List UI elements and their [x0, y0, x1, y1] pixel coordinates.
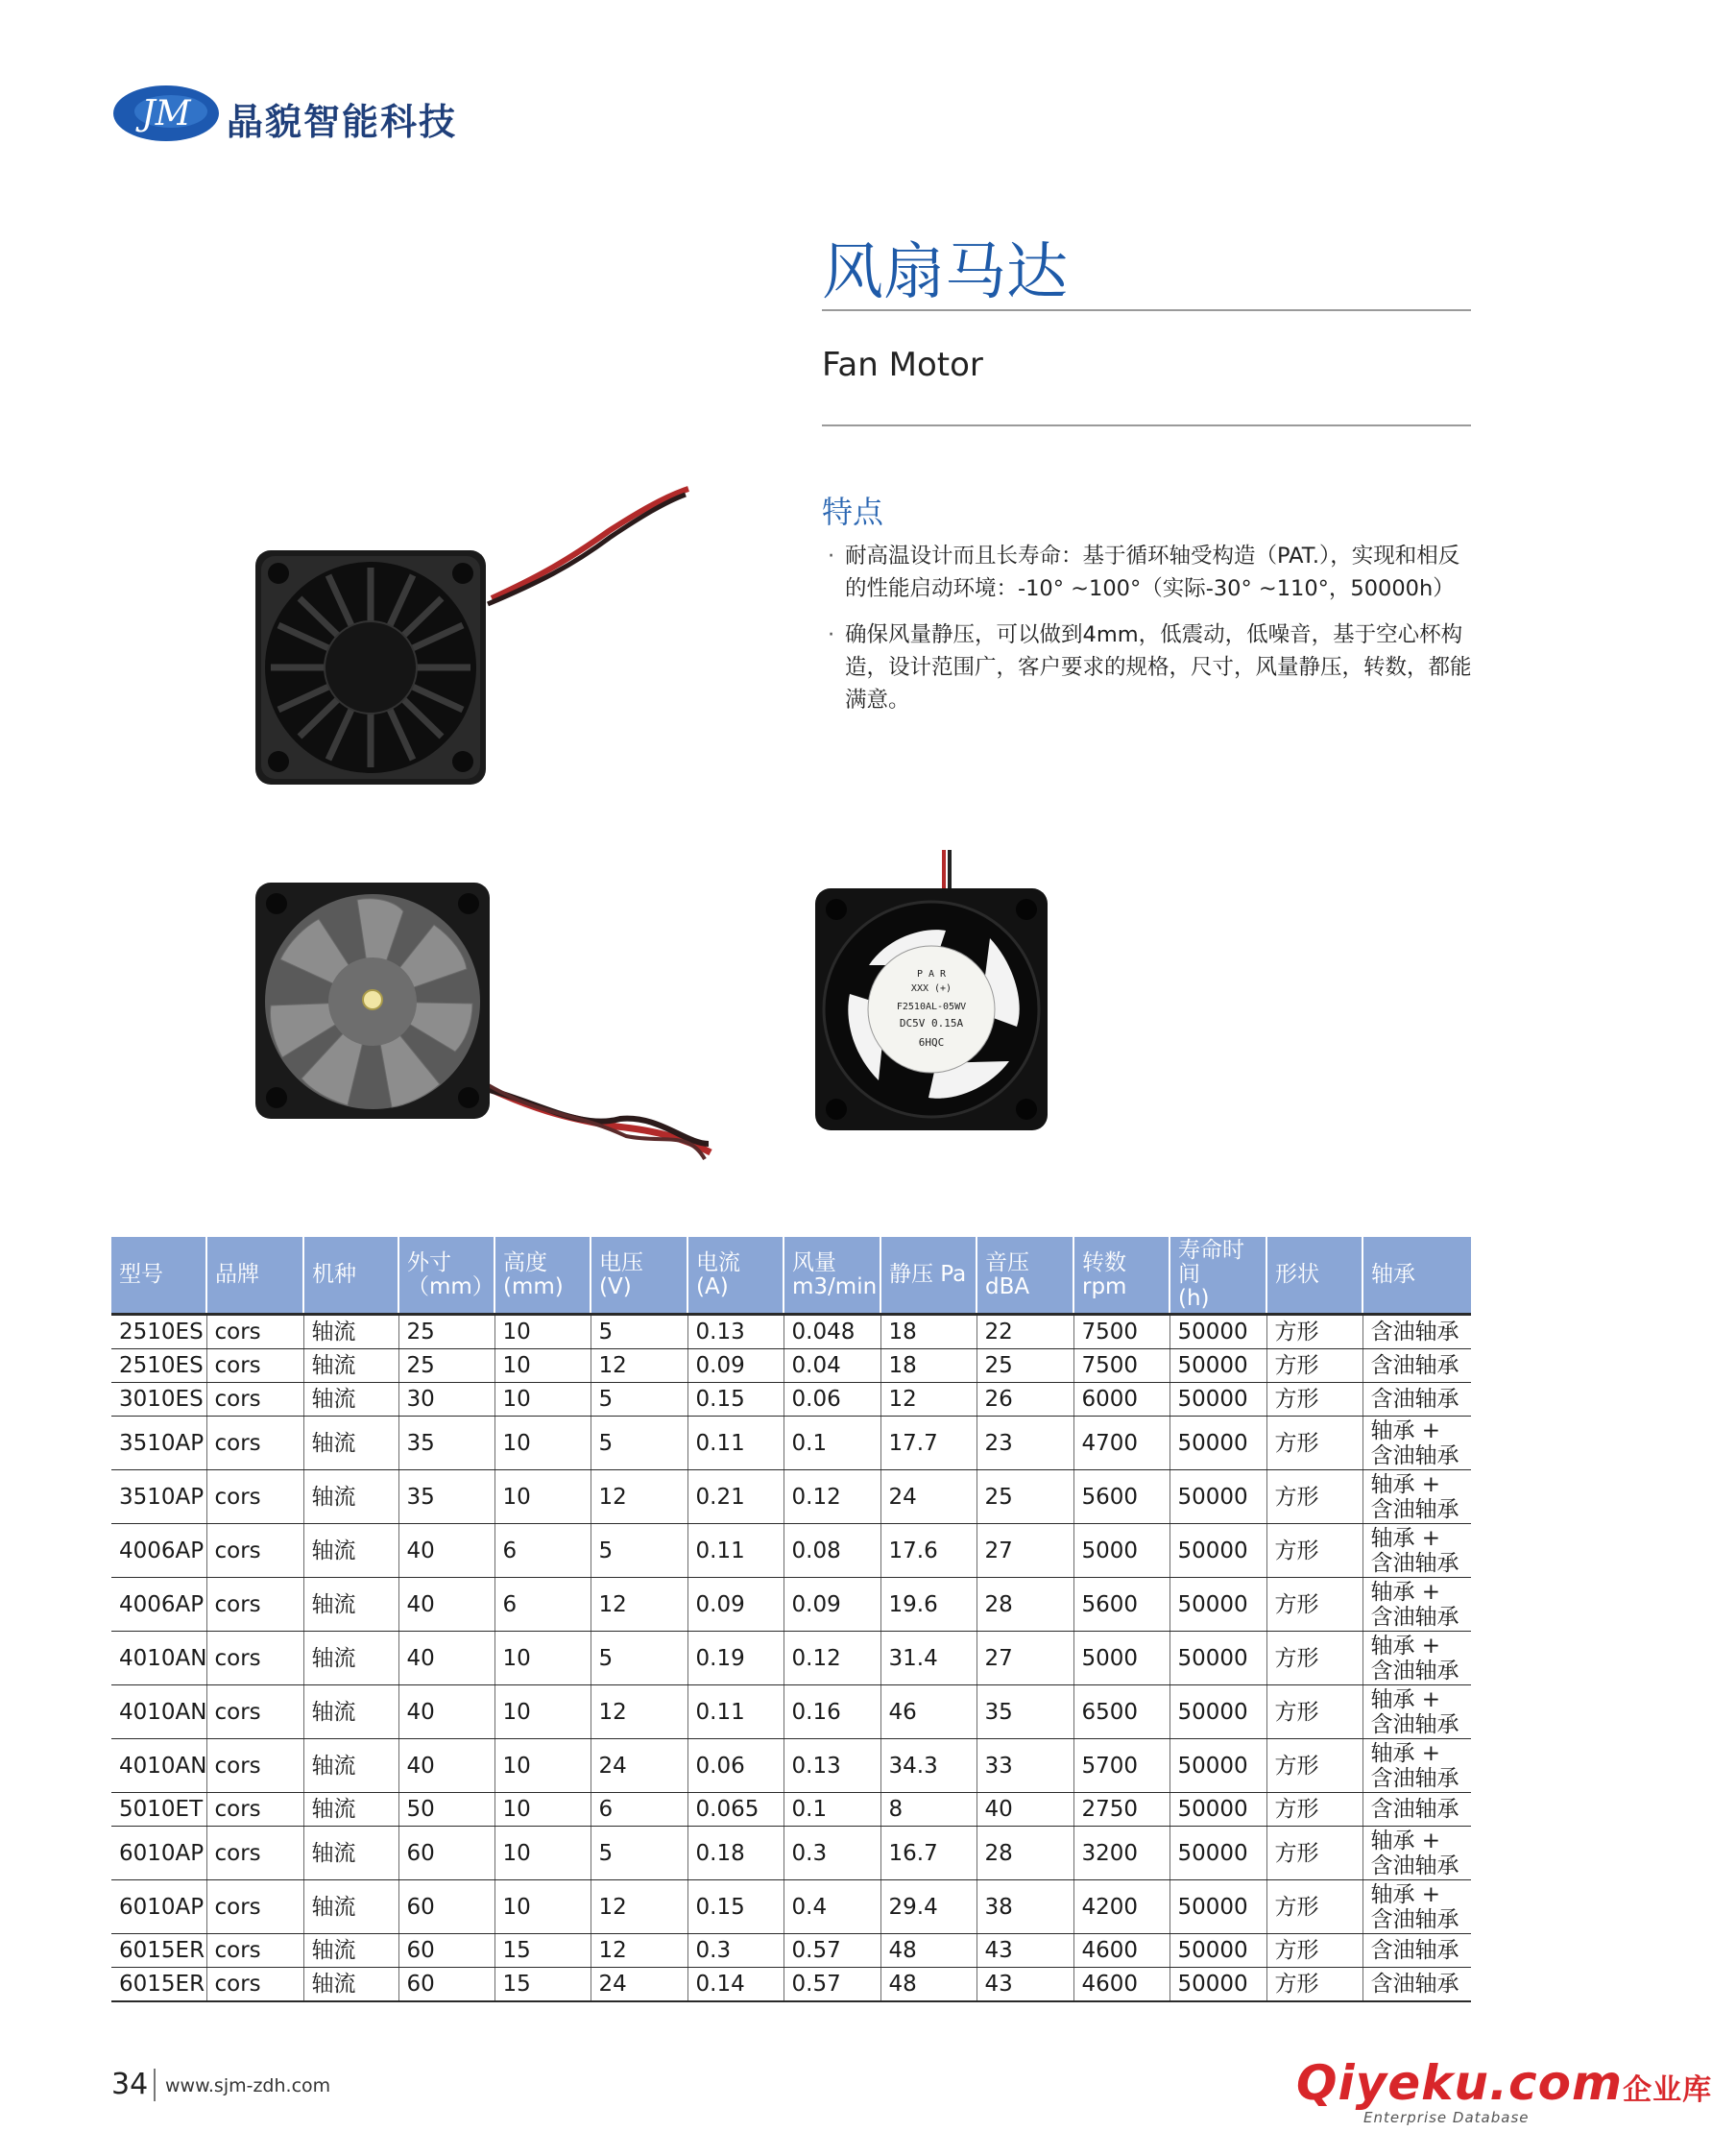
table-cell: 4600: [1073, 1934, 1169, 1968]
table-cell: 6500: [1073, 1685, 1169, 1739]
table-cell: 方形: [1266, 1417, 1362, 1470]
table-cell: 轴流: [303, 1739, 398, 1793]
table-cell: 轴承 + 含油轴承: [1362, 1827, 1471, 1880]
table-cell: 60: [398, 1934, 494, 1968]
table-cell: 方形: [1266, 1739, 1362, 1793]
title-divider: [822, 309, 1471, 311]
page-number: 34: [111, 2068, 149, 2101]
table-cell: 0.1: [784, 1417, 880, 1470]
column-header: 寿命时间 (h): [1169, 1237, 1266, 1315]
table-cell: 方形: [1266, 1470, 1362, 1524]
table-cell: 0.15: [687, 1880, 784, 1934]
table-cell: cors: [206, 1524, 303, 1578]
table-cell: 50000: [1169, 1934, 1266, 1968]
table-cell: 方形: [1266, 1632, 1362, 1685]
table-cell: 轴流: [303, 1524, 398, 1578]
table-cell: 18: [880, 1315, 977, 1349]
table-cell: 5: [591, 1632, 687, 1685]
table-cell: 4006AP: [111, 1524, 206, 1578]
table-cell: 29.4: [880, 1880, 977, 1934]
table-cell: 24: [880, 1470, 977, 1524]
table-cell: 50000: [1169, 1417, 1266, 1470]
table-cell: 50000: [1169, 1349, 1266, 1383]
table-cell: 12: [591, 1349, 687, 1383]
table-cell: 43: [977, 1934, 1073, 1968]
table-cell: 6010AP: [111, 1880, 206, 1934]
column-header: 机种: [303, 1237, 398, 1315]
feature-item: [828, 540, 1481, 605]
table-cell: 含油轴承: [1362, 1934, 1471, 1968]
table-cell: 27: [977, 1632, 1073, 1685]
table-cell: 50: [398, 1793, 494, 1827]
table-cell: cors: [206, 1934, 303, 1968]
table-cell: 0.3: [784, 1827, 880, 1880]
table-cell: 50000: [1169, 1632, 1266, 1685]
table-cell: 含油轴承: [1362, 1349, 1471, 1383]
table-cell: 10: [494, 1470, 591, 1524]
table-cell: 0.18: [687, 1827, 784, 1880]
table-cell: 轴流: [303, 1934, 398, 1968]
table-cell: 轴流: [303, 1880, 398, 1934]
table-cell: cors: [206, 1793, 303, 1827]
table-cell: cors: [206, 1383, 303, 1417]
table-cell: 12: [591, 1470, 687, 1524]
table-cell: 60: [398, 1968, 494, 2002]
table-cell: 0.065: [687, 1793, 784, 1827]
label-line: P A R: [916, 969, 947, 980]
table-cell: 35: [398, 1470, 494, 1524]
table-cell: 4010AN: [111, 1739, 206, 1793]
table-cell: 10: [494, 1739, 591, 1793]
table-cell: 2510ES: [111, 1315, 206, 1349]
table-cell: 0.04: [784, 1349, 880, 1383]
table-cell: 12: [591, 1880, 687, 1934]
table-cell: 50000: [1169, 1793, 1266, 1827]
table-cell: 33: [977, 1739, 1073, 1793]
table-cell: 0.08: [784, 1524, 880, 1578]
table-cell: 6015ER: [111, 1934, 206, 1968]
table-cell: 6: [494, 1524, 591, 1578]
table-row: [111, 1739, 1471, 1793]
table-cell: 50000: [1169, 1578, 1266, 1632]
table-cell: 方形: [1266, 1349, 1362, 1383]
table-cell: 0.57: [784, 1934, 880, 1968]
table-cell: 50000: [1169, 1315, 1266, 1349]
table-cell: 40: [398, 1578, 494, 1632]
column-header: 高度 (mm): [494, 1237, 591, 1315]
table-cell: 60: [398, 1880, 494, 1934]
table-cell: 轴流: [303, 1968, 398, 2002]
table-row: [111, 1968, 1471, 2002]
table-cell: 22: [977, 1315, 1073, 1349]
table-cell: 5: [591, 1315, 687, 1349]
table-cell: 16.7: [880, 1827, 977, 1880]
table-cell: 轴流: [303, 1793, 398, 1827]
table-cell: 50000: [1169, 1685, 1266, 1739]
table-cell: 10: [494, 1383, 591, 1417]
table-cell: cors: [206, 1685, 303, 1739]
table-cell: 12: [591, 1934, 687, 1968]
table-cell: 方形: [1266, 1934, 1362, 1968]
table-cell: 35: [977, 1685, 1073, 1739]
table-cell: 25: [398, 1315, 494, 1349]
feature-text: 耐高温设计而且长寿命：基于循环轴受构造（PAT.），实现和相反的性能启动环境：-10° ~100°（实际-30° ~110°，50000h）: [845, 544, 1460, 601]
table-cell: 轴承 + 含油轴承: [1362, 1417, 1471, 1470]
table-row: [111, 1315, 1471, 1349]
table-cell: 10: [494, 1685, 591, 1739]
fan-label-photo: [811, 850, 1051, 1133]
table-cell: 25: [977, 1470, 1073, 1524]
table-cell: cors: [206, 1739, 303, 1793]
table-row: [111, 1632, 1471, 1685]
table-header-row: [111, 1237, 1471, 1315]
table-cell: 17.6: [880, 1524, 977, 1578]
logo-mark-text: JM: [141, 94, 191, 133]
table-cell: 3010ES: [111, 1383, 206, 1417]
fan-front-photo: [252, 485, 693, 792]
table-cell: 2510ES: [111, 1349, 206, 1383]
feature-item: [828, 618, 1481, 716]
table-cell: 3510AP: [111, 1470, 206, 1524]
table-cell: 0.4: [784, 1880, 880, 1934]
table-cell: 含油轴承: [1362, 1793, 1471, 1827]
table-cell: 0.13: [687, 1315, 784, 1349]
table-cell: 43: [977, 1968, 1073, 2002]
feature-text: 确保风量静压，可以做到4mm，低震动，低噪音，基于空心杯构造，设计范围广，客户要求的规格，尺寸，风量静压，转数，都能满意。: [845, 622, 1472, 713]
table-cell: 0.06: [784, 1383, 880, 1417]
table-cell: 7500: [1073, 1315, 1169, 1349]
website-link[interactable]: www.sjm-zdh.com: [165, 2075, 331, 2096]
table-cell: 30: [398, 1383, 494, 1417]
table-cell: 方形: [1266, 1315, 1362, 1349]
column-header: 品牌: [206, 1237, 303, 1315]
table-cell: 3510AP: [111, 1417, 206, 1470]
table-cell: 24: [591, 1968, 687, 2002]
table-cell: 10: [494, 1793, 591, 1827]
spec-table: [111, 1237, 1471, 2002]
column-header: 形状: [1266, 1237, 1362, 1315]
table-cell: 0.3: [687, 1934, 784, 1968]
watermark-brand: Qiyeku.com: [1296, 2055, 1624, 2111]
table-cell: 6: [494, 1578, 591, 1632]
column-header: 静压 Pa: [880, 1237, 977, 1315]
table-cell: 5600: [1073, 1470, 1169, 1524]
table-cell: 轴承 + 含油轴承: [1362, 1578, 1471, 1632]
table-row: [111, 1827, 1471, 1880]
table-cell: 17.7: [880, 1417, 977, 1470]
table-cell: 10: [494, 1315, 591, 1349]
table-cell: 24: [591, 1739, 687, 1793]
table-cell: 0.11: [687, 1685, 784, 1739]
table-cell: 4006AP: [111, 1578, 206, 1632]
table-cell: 15: [494, 1968, 591, 2002]
table-cell: 轴流: [303, 1315, 398, 1349]
table-cell: 10: [494, 1632, 591, 1685]
table-row: [111, 1470, 1471, 1524]
table-cell: 3200: [1073, 1827, 1169, 1880]
table-cell: 含油轴承: [1362, 1315, 1471, 1349]
table-cell: 0.06: [687, 1739, 784, 1793]
table-cell: 轴流: [303, 1685, 398, 1739]
table-cell: 方形: [1266, 1793, 1362, 1827]
table-cell: 5600: [1073, 1578, 1169, 1632]
table-cell: 2750: [1073, 1793, 1169, 1827]
table-row: [111, 1383, 1471, 1417]
fan-back-photo: [252, 879, 712, 1167]
table-cell: 12: [880, 1383, 977, 1417]
table-cell: 轴承 + 含油轴承: [1362, 1880, 1471, 1934]
table-cell: 50000: [1169, 1827, 1266, 1880]
table-row: [111, 1934, 1471, 1968]
table-cell: 5: [591, 1417, 687, 1470]
table-row: [111, 1685, 1471, 1739]
company-name: 晶貌智能科技: [227, 101, 458, 143]
label-line: DC5V 0.15A: [899, 1017, 964, 1030]
table-cell: cors: [206, 1315, 303, 1349]
table-cell: 5: [591, 1383, 687, 1417]
column-header: 轴承: [1362, 1237, 1471, 1315]
table-cell: 10: [494, 1417, 591, 1470]
label-line: 6HQC: [918, 1036, 945, 1049]
label-line: XXX (+): [910, 983, 952, 994]
table-body: [111, 1315, 1471, 2002]
jm-logo-icon: [111, 83, 221, 144]
column-header: 转数 rpm: [1073, 1237, 1169, 1315]
table-cell: 28: [977, 1827, 1073, 1880]
table-cell: 50000: [1169, 1383, 1266, 1417]
brand-logo: [111, 81, 515, 150]
watermark-cn: 企业库: [1623, 2073, 1712, 2107]
table-cell: 38: [977, 1880, 1073, 1934]
table-cell: 轴承 + 含油轴承: [1362, 1685, 1471, 1739]
table-cell: 7500: [1073, 1349, 1169, 1383]
column-header: 风量 m3/min: [784, 1237, 880, 1315]
table-cell: 48: [880, 1968, 977, 2002]
table-row: [111, 1578, 1471, 1632]
table-cell: 轴承 + 含油轴承: [1362, 1524, 1471, 1578]
table-cell: 31.4: [880, 1632, 977, 1685]
page-title: 风扇马达: [822, 237, 1068, 308]
features-heading: 特点: [822, 494, 884, 530]
table-cell: 轴流: [303, 1578, 398, 1632]
table-cell: 0.12: [784, 1470, 880, 1524]
table-cell: 0.13: [784, 1739, 880, 1793]
table-cell: 34.3: [880, 1739, 977, 1793]
column-header: 型号: [111, 1237, 206, 1315]
table-cell: 40: [398, 1739, 494, 1793]
table-cell: 5: [591, 1827, 687, 1880]
table-cell: cors: [206, 1417, 303, 1470]
watermark-subtitle: Enterprise Database: [1363, 2109, 1530, 2126]
table-cell: 46: [880, 1685, 977, 1739]
table-row: [111, 1349, 1471, 1383]
table-cell: 5000: [1073, 1524, 1169, 1578]
table-cell: 12: [591, 1578, 687, 1632]
table-cell: 轴承 + 含油轴承: [1362, 1632, 1471, 1685]
watermark: [1296, 2055, 1712, 2132]
table-cell: 5000: [1073, 1632, 1169, 1685]
table-cell: 40: [398, 1632, 494, 1685]
table-cell: 0.14: [687, 1968, 784, 2002]
column-header: 电流 (A): [687, 1237, 784, 1315]
watermark-text: [1296, 2055, 1712, 2111]
table-cell: 50000: [1169, 1739, 1266, 1793]
table-cell: 50000: [1169, 1470, 1266, 1524]
table-cell: cors: [206, 1968, 303, 2002]
table-row: [111, 1417, 1471, 1470]
table-cell: 4600: [1073, 1968, 1169, 2002]
table-cell: 0.57: [784, 1968, 880, 2002]
table-cell: 4700: [1073, 1417, 1169, 1470]
table-cell: 方形: [1266, 1968, 1362, 2002]
bullet: ·: [828, 544, 835, 569]
column-header: 电压 (V): [591, 1237, 687, 1315]
table-cell: 方形: [1266, 1880, 1362, 1934]
table-cell: 15: [494, 1934, 591, 1968]
table-cell: 6010AP: [111, 1827, 206, 1880]
table-cell: 50000: [1169, 1880, 1266, 1934]
table-row: [111, 1793, 1471, 1827]
label-line: F2510AL-05WV: [896, 1002, 967, 1012]
table-cell: 轴承 + 含油轴承: [1362, 1739, 1471, 1793]
table-cell: 0.16: [784, 1685, 880, 1739]
table-cell: 0.09: [687, 1578, 784, 1632]
table-cell: 轴流: [303, 1632, 398, 1685]
table-cell: 0.11: [687, 1417, 784, 1470]
page-subtitle: Fan Motor: [822, 346, 983, 384]
table-cell: 5700: [1073, 1739, 1169, 1793]
table-cell: 35: [398, 1417, 494, 1470]
table-cell: 4010AN: [111, 1632, 206, 1685]
subtitle-divider: [822, 424, 1471, 426]
table-cell: cors: [206, 1827, 303, 1880]
table-cell: 19.6: [880, 1578, 977, 1632]
table-cell: 0.11: [687, 1524, 784, 1578]
table-cell: 6000: [1073, 1383, 1169, 1417]
table-cell: 轴流: [303, 1827, 398, 1880]
table-cell: 10: [494, 1349, 591, 1383]
table-cell: 0.21: [687, 1470, 784, 1524]
table-cell: 5: [591, 1524, 687, 1578]
table-cell: 48: [880, 1934, 977, 1968]
table-cell: 4200: [1073, 1880, 1169, 1934]
table-cell: 方形: [1266, 1685, 1362, 1739]
table-cell: 0.1: [784, 1793, 880, 1827]
table-cell: cors: [206, 1349, 303, 1383]
footer-divider: [154, 2069, 156, 2101]
table-cell: 含油轴承: [1362, 1968, 1471, 2002]
table-cell: cors: [206, 1632, 303, 1685]
table-cell: 28: [977, 1578, 1073, 1632]
table-cell: 5010ET: [111, 1793, 206, 1827]
table-cell: 40: [398, 1685, 494, 1739]
table-cell: 27: [977, 1524, 1073, 1578]
table-cell: 轴承 + 含油轴承: [1362, 1470, 1471, 1524]
table-cell: 0.09: [784, 1578, 880, 1632]
table-cell: 40: [398, 1524, 494, 1578]
table-cell: 6: [591, 1793, 687, 1827]
table-cell: 60: [398, 1827, 494, 1880]
table-cell: 10: [494, 1880, 591, 1934]
table-cell: cors: [206, 1470, 303, 1524]
table-cell: 轴流: [303, 1417, 398, 1470]
table-cell: 0.19: [687, 1632, 784, 1685]
table-cell: 0.09: [687, 1349, 784, 1383]
table-cell: 25: [977, 1349, 1073, 1383]
table-cell: 0.12: [784, 1632, 880, 1685]
table-cell: 50000: [1169, 1524, 1266, 1578]
table-cell: 23: [977, 1417, 1073, 1470]
table-cell: 10: [494, 1827, 591, 1880]
table-cell: 0.048: [784, 1315, 880, 1349]
table-cell: 方形: [1266, 1524, 1362, 1578]
bullet: ·: [828, 622, 835, 647]
table-cell: 轴流: [303, 1383, 398, 1417]
table-cell: 50000: [1169, 1968, 1266, 2002]
table-row: [111, 1880, 1471, 1934]
table-cell: 含油轴承: [1362, 1383, 1471, 1417]
table-cell: cors: [206, 1578, 303, 1632]
table-cell: 18: [880, 1349, 977, 1383]
table-cell: 方形: [1266, 1578, 1362, 1632]
column-header: 外寸 （mm）: [398, 1237, 494, 1315]
column-header: 音压 dBA: [977, 1237, 1073, 1315]
table-cell: 6015ER: [111, 1968, 206, 2002]
table-cell: 26: [977, 1383, 1073, 1417]
table-cell: 0.15: [687, 1383, 784, 1417]
table-cell: 4010AN: [111, 1685, 206, 1739]
table-row: [111, 1524, 1471, 1578]
table-cell: 12: [591, 1685, 687, 1739]
table-cell: cors: [206, 1880, 303, 1934]
table-cell: 8: [880, 1793, 977, 1827]
table-cell: 轴流: [303, 1349, 398, 1383]
table-cell: 方形: [1266, 1383, 1362, 1417]
table-cell: 方形: [1266, 1827, 1362, 1880]
table-cell: 25: [398, 1349, 494, 1383]
table-cell: 40: [977, 1793, 1073, 1827]
table-cell: 轴流: [303, 1470, 398, 1524]
